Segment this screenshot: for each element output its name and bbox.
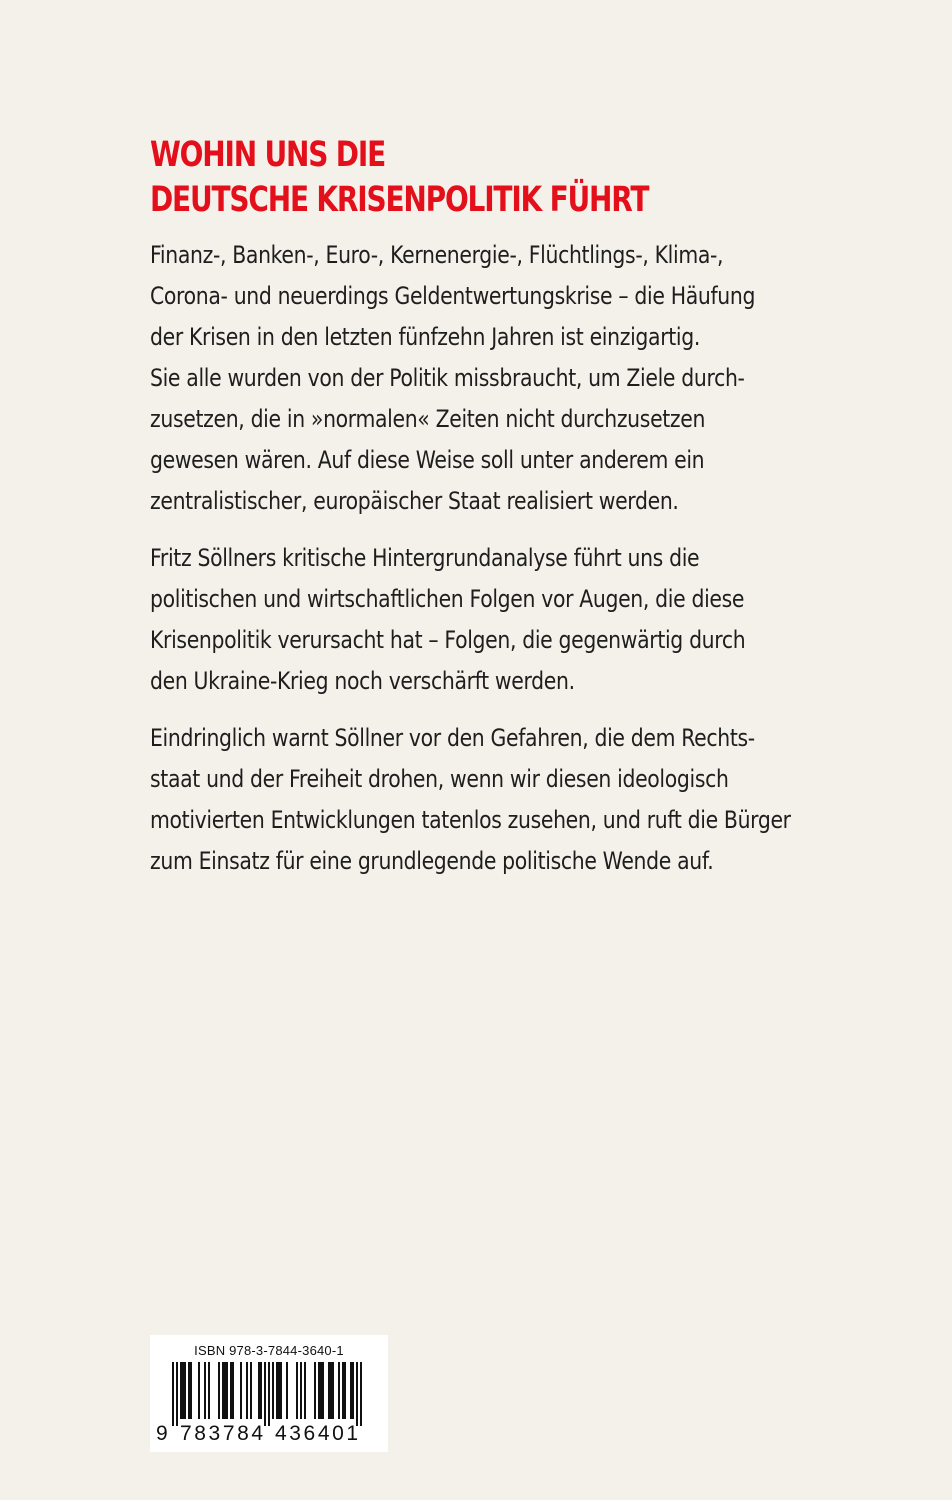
text-line: zusetzen, die in »normalen« Zeiten nicht durchzusetzen	[150, 405, 706, 433]
barcode-bar	[250, 1362, 252, 1419]
barcode-bar	[296, 1362, 298, 1419]
isbn-barcode-box	[150, 1335, 388, 1452]
barcode-bar	[286, 1362, 288, 1419]
barcode-bar	[344, 1362, 346, 1419]
barcode-guard-bar	[176, 1362, 178, 1426]
barcode-bar	[350, 1362, 352, 1419]
barcode-bar	[272, 1362, 274, 1419]
barcode-bar	[204, 1362, 206, 1419]
barcode-guard-bar	[360, 1362, 362, 1426]
barcode-bar	[190, 1362, 192, 1419]
barcode-digits-right: 436401	[275, 1422, 361, 1445]
text-line: zentralistischer, europäischer Staat realisiert werden.	[150, 487, 679, 515]
barcode-bar	[342, 1362, 344, 1419]
barcode-bar	[258, 1362, 260, 1419]
barcode-bar	[246, 1362, 248, 1419]
text-line: Finanz-, Banken-, Euro-, Kernenergie-, Flüchtlings-, Klima-,	[150, 241, 724, 269]
barcode-bar	[260, 1362, 262, 1419]
barcode-bar	[240, 1362, 242, 1419]
barcode-digit-first: 9	[156, 1422, 168, 1445]
text-line: Fritz Söllners kritische Hintergrundanalyse führt uns die	[150, 544, 700, 572]
barcode-bar	[208, 1362, 210, 1419]
barcode-bar	[328, 1362, 330, 1419]
text-line: politischen und wirtschaftlichen Folgen vor Augen, die diese	[150, 585, 745, 613]
barcode-bar	[318, 1362, 320, 1419]
barcode-bar	[300, 1362, 302, 1419]
barcode-bar	[330, 1362, 332, 1419]
paragraph-warning	[150, 718, 791, 882]
paragraph-intro	[150, 235, 755, 522]
text-line: der Krisen in den letzten fünfzehn Jahren ist einzigartig.	[150, 323, 700, 351]
paragraph-analysis	[150, 538, 745, 702]
barcode-bar	[224, 1362, 226, 1419]
text-line: staat und der Freiheit drohen, wenn wir diesen ideologisch	[150, 765, 729, 793]
barcode-bar	[218, 1362, 220, 1419]
barcode-bar	[352, 1362, 354, 1419]
text-line: gewesen wären. Auf diese Weise soll unter anderem ein	[150, 446, 705, 474]
text-line: Eindringlich warnt Söllner vor den Gefahren, die dem Rechts-	[150, 724, 755, 752]
barcode-bar	[278, 1362, 280, 1419]
barcode-bar	[332, 1362, 334, 1419]
barcode-bar	[184, 1362, 186, 1419]
barcode-guard-bar	[264, 1362, 266, 1426]
barcode-bar	[222, 1362, 224, 1419]
isbn-label: ISBN 978-3-7844-3640-1	[194, 1343, 344, 1358]
text-line: den Ukraine-Krieg noch verschärft werden.	[150, 667, 575, 695]
barcode-guard-bar	[356, 1362, 358, 1426]
headline-line-1: WOHIN UNS DIE	[150, 135, 385, 175]
barcode-digits-left: 783784	[180, 1422, 266, 1445]
text-line: zum Einsatz für eine grundlegende politische Wende auf.	[150, 847, 714, 875]
text-line: Corona- und neuerdings Geldentwertungskrise – die Häufung	[150, 282, 756, 310]
barcode-bar	[182, 1362, 184, 1419]
barcode-bar	[280, 1362, 282, 1419]
barcode-guard-bar	[172, 1362, 174, 1426]
barcode-bar	[188, 1362, 190, 1419]
text-line: motivierten Entwicklungen tatenlos zusehen, und ruft die Bürger	[150, 806, 791, 834]
barcode-bar	[322, 1362, 324, 1419]
barcode-bar	[230, 1362, 232, 1419]
barcode-guard-bar	[268, 1362, 270, 1426]
back-cover-text	[150, 133, 870, 875]
barcode-bar	[338, 1362, 340, 1419]
barcode-bar	[180, 1362, 182, 1419]
barcode-bar	[320, 1362, 322, 1419]
text-line: Krisenpolitik verursacht hat – Folgen, die gegenwärtig durch	[150, 626, 746, 654]
barcode-bar	[232, 1362, 234, 1419]
barcode-bar	[226, 1362, 228, 1419]
barcode-bar	[198, 1362, 200, 1419]
headline	[150, 133, 870, 223]
barcode-bar	[276, 1362, 278, 1419]
text-line: Sie alle wurden von der Politik missbraucht, um Ziele durch-	[150, 364, 745, 392]
barcode-bar	[304, 1362, 306, 1419]
headline-line-2: DEUTSCHE KRISENPOLITIK FÜHRT	[150, 180, 649, 220]
barcode-bar	[314, 1362, 316, 1419]
